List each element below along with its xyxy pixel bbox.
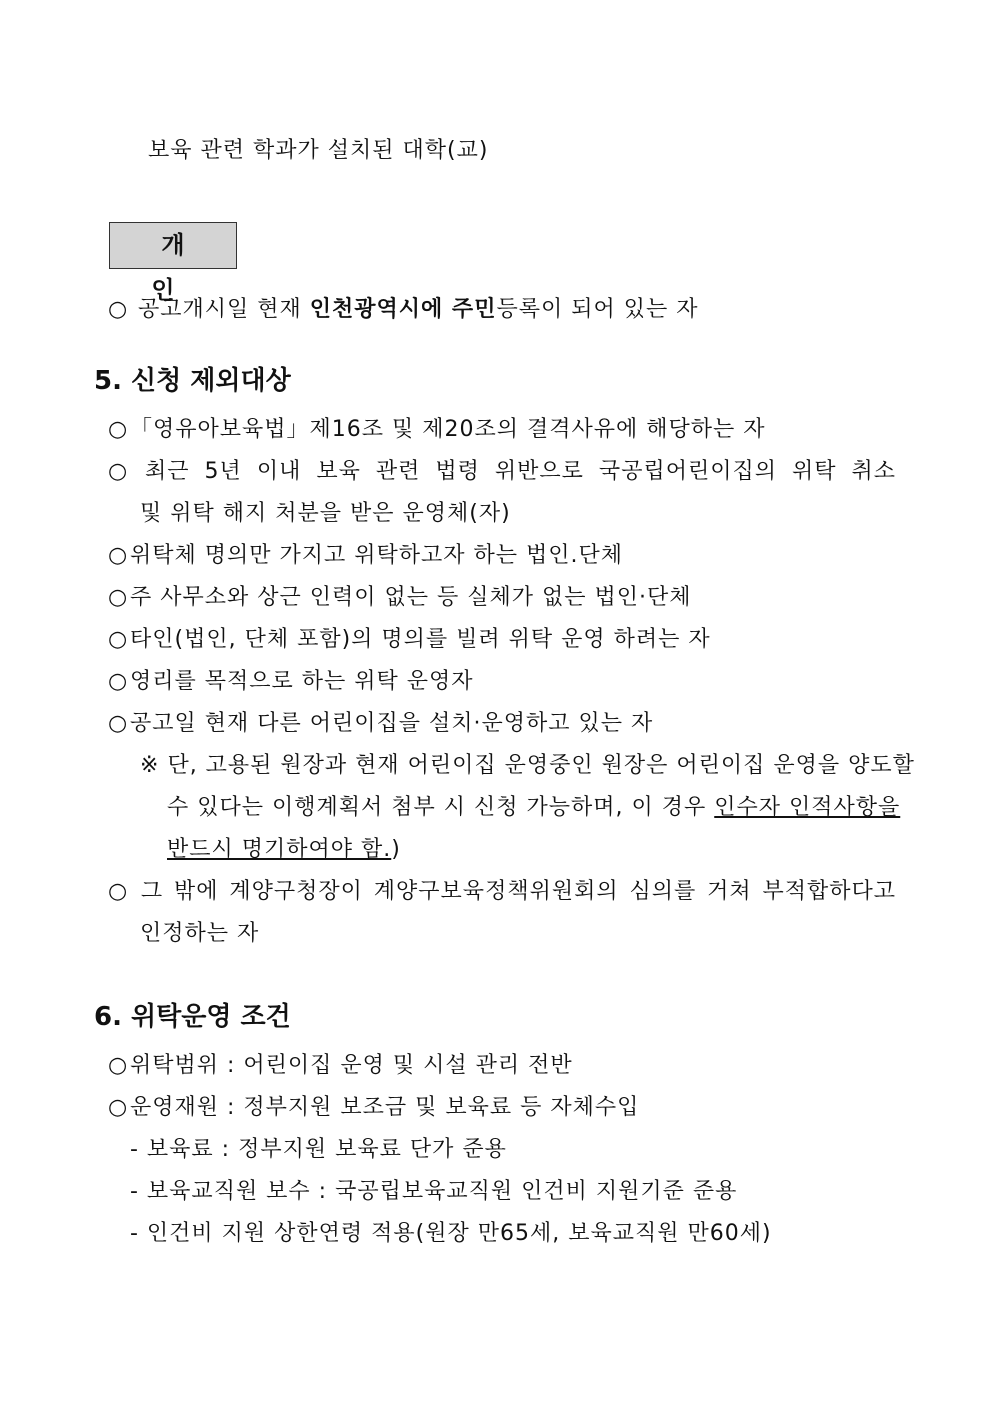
bullet: ○ [108,669,129,694]
bullet: ○ [108,1053,129,1078]
bullet: ○ [108,297,129,322]
exclusion-item-text: 그 밖에 계양구청장이 계양구보육정책위원회의 심의를 거쳐 부적합하다고 [140,879,896,904]
bullet: ○ [108,543,129,568]
exclusion-item-continued: 인정하는 자 [140,921,260,946]
bullet: ○ [108,585,129,610]
note-line-3 [167,835,401,865]
bullet: ○ [108,1095,129,1120]
condition-item [108,1051,573,1081]
note-mark: ※ [140,753,160,778]
section-5-title: 5. 신청 제외대상 [94,366,291,396]
note-line-1: 단, 고용된 원장과 현재 어린이집 운영중인 원장은 어린이집 운영을 양도할 [167,753,915,778]
exclusion-item-text: 공고일 현재 다른 어린이집을 설치·운영하고 있는 자 [130,711,654,736]
exclusion-item [108,877,896,907]
individual-item-bold: 인천광역시에 주민 [309,297,497,322]
exclusion-item [108,709,653,739]
exclusion-item-text: 영리를 목적으로 하는 위탁 운영자 [130,669,474,694]
note-line-2-underlined: 인수자 인적사항을 [714,795,901,820]
note-line-3-tail: ) [391,837,401,862]
exclusion-item [108,667,474,697]
bullet: ○ [108,459,129,484]
individual-item [108,295,698,325]
condition-item [108,1093,639,1123]
exclusion-item [108,625,711,655]
bullet: ○ [108,879,129,904]
condition-item-text: 운영재원 : 정부지원 보조금 및 보육료 등 자체수입 [130,1095,640,1120]
exclusion-item-text: 「영유아보육법」제16조 및 제20조의 결격사유에 해당하는 자 [130,417,766,442]
intro-line: 보육 관련 학과가 설치된 대학(교) [148,138,489,163]
condition-item-text: 위탁범위 : 어린이집 운영 및 시설 관리 전반 [130,1053,573,1078]
exclusion-item [108,541,623,571]
bullet: ○ [108,627,129,652]
condition-sub-item: - 보육료 : 정부지원 보육료 단가 준용 [130,1137,507,1162]
exclusion-item-text: 주 사무소와 상근 인력이 없는 등 실체가 없는 법인·단체 [130,585,692,610]
note [140,751,915,781]
condition-sub-item: - 인건비 지원 상한연령 적용(원장 만65세, 보육교직원 만60세) [130,1221,772,1246]
bullet: ○ [108,711,129,736]
note-line-3-underlined: 반드시 명기하여야 함. [167,837,392,862]
condition-sub-item: - 보육교직원 보수 : 국공립보육교직원 인건비 지원기준 준용 [130,1179,738,1204]
exclusion-item-continued: 및 위탁 해지 처분을 받은 운영체(자) [140,501,511,526]
exclusion-item-text: 위탁체 명의만 가지고 위탁하고자 하는 법인.단체 [130,543,624,568]
section-6-title: 6. 위탁운영 조건 [94,1002,291,1032]
bullet: ○ [108,417,129,442]
exclusion-item-text: 최근 5년 이내 보육 관련 법령 위반으로 국공립어린이집의 위탁 취소 [145,459,896,484]
exclusion-item [108,457,896,487]
note-line-2-text: 수 있다는 이행계획서 첨부 시 신청 가능하며, 이 경우 [167,795,715,820]
exclusion-item [108,415,766,445]
exclusion-item [108,583,691,613]
individual-item-text2: 등록이 되어 있는 자 [496,297,699,322]
individual-box: 개 인 [109,222,237,269]
exclusion-item-text: 타인(법인, 단체 포함)의 명의를 빌려 위탁 운영 하려는 자 [130,627,711,652]
note-line-2 [167,793,901,823]
individual-item-text1: 공고개시일 현재 [138,297,310,322]
